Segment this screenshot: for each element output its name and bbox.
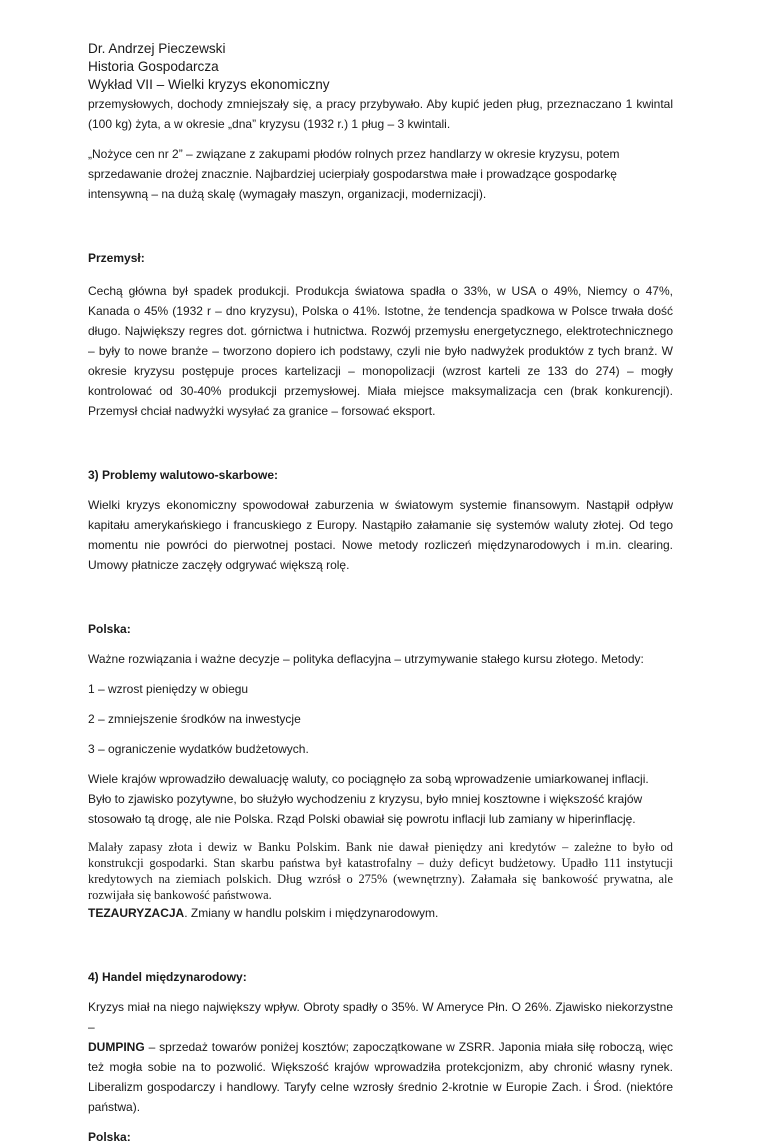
trade-poland-heading: Polska: [88,1130,131,1144]
trade-paragraph [88,997,673,1117]
poland-method-3: 3 – ograniczenie wydatków budżetowych. [88,742,309,756]
dumping-term: DUMPING [88,1040,145,1054]
poland-paragraph-4-text: . Zmiany w handlu polskim i międzynarodowym. [184,906,439,920]
poland-method-1: 1 – wzrost pieniędzy w obiegu [88,682,249,696]
currency-heading: 3) Problemy walutowo-skarbowe: [88,468,279,482]
industry-paragraph: Cechą główna był spadek produkcji. Produkcja światowa spadła o 33%, w USA o 49%, Niemcy o 47%, Kanada o 45% (1932 r – dno kryzysu), Polska o 41%. Istotne, że tendencja spadkowa w Polsce trwała dość długo. Największy regres dot. górnictwa i hutnictwa. Rozwój przemysłu energetycznego, elektrotechnicznego – były to nowe branże – tworzono dopiero ich podstawy, czyli nie było nadwyżek produktów z tych branż. W okresie kryzysu postępuje proces kartelizacji – monopolizacji (wzrost karteli ze 133 do 274) – mogły kontrolować od 30-40% produkcji przemysłowej. Miała miejsce maksymalizacja cen (brak konkurencji). Przemysł chciał nadwyżki wysyłać za granice – forsować eksport. [88,284,673,418]
intro-paragraph-1: przemysłowych, dochody zmniejszały się, a pracy przybywało. Aby kupić jeden pług, przeznaczano 1 kwintal (100 kg) żyta, a w okresie „dna” kryzysu (1932 r.) 1 pług – 3 kwintali. [88,97,673,131]
industry-heading: Przemysł: [88,251,145,265]
trade-paragraph-start: Kryzys miał na niego największy wpływ. Obroty spadły o 35%. W Ameryce Płn. O 26%. Zjawisko niekorzystne – [88,1000,673,1034]
header-course: Historia Gospodarcza [88,59,219,74]
trade-paragraph-rest: – sprzedaż towarów poniżej kosztów; zapoczątkowane w ZSRR. Japonia miała siłę roboczą, więc też mogła sobie na to pozwolić. Większość krajów wprowadziła protekcjonizm, aby chronić własny rynek. Liberalizm gospodarczy i handlowy. Taryfy celne wzrosły średnio 2-krotnie w Europie Zach. i Środ. (niektóre państwa). [88,1040,673,1114]
intro-paragraph-2: „Nożyce cen nr 2” – związane z zakupami płodów rolnych przez handlarzy w okresie kryzysu, potem sprzedawanie drożej znacznie. Najbardziej ucierpiały gospodarstwa małe i prowadzące gospodarkę intensywną – na dużą skalę (wymagały maszyn, organizacji, modernizacji). [88,147,620,201]
header-lecture-title: Wykład VII – Wielki kryzys ekonomiczny [88,77,330,92]
poland-heading: Polska: [88,622,131,636]
poland-paragraph-2: Wiele krajów wprowadziło dewaluację waluty, co pociągnęło za sobą wprowadzenie umiarkowanej inflacji. Było to zjawisko pozytywne, bo służyło wychodzeniu z kryzysu, było mniej kosztowne i większość krajów stosowało tą drogę, ale nie Polska. Rząd Polski obawiał się powrotu inflacji lub zamiany w hiperinflację. [88,772,649,826]
poland-paragraph-4 [88,903,673,923]
poland-method-2: 2 – zmniejszenie środków na inwestycje [88,712,301,726]
document-page [88,40,673,1147]
header-author: Dr. Andrzej Pieczewski [88,41,226,56]
trade-heading: 4) Handel międzynarodowy: [88,970,247,984]
poland-paragraph-1: Ważne rozwiązania i ważne decyzje – polityka deflacyjna – utrzymywanie stałego kursu złotego. Metody: [88,652,644,666]
currency-paragraph: Wielki kryzys ekonomiczny spowodował zaburzenia w światowym systemie finansowym. Nastąpił odpływ kapitału amerykańskiego i francuskiego z Europy. Nastąpiło załamanie się systemów waluty złotej. Od tego momentu nie powróci do pierwotnej postaci. Nowe metody rozliczeń międzynarodowych i m.in. clearing. Umowy płatnicze zaczęły odgrywać większą rolę. [88,498,673,572]
tezauryzacja-term: TEZAURYZACJA [88,906,185,920]
poland-paragraph-3: Malały zapasy złota i dewiz w Banku Polskim. Bank nie dawał pieniędzy ani kredytów – zależne to było od konstrukcji gospodarki. Stan skarbu państwa był katastrofalny – duży deficyt budżetowy. Upadło 111 instytucji kredytowych na ziemiach polskich. Dług wzrósł o 275% (wewnętrzny). Załamała się bankowość prywatna, ale rozwijała się bankowość państwowa. [88,840,673,902]
document-header [88,40,673,94]
